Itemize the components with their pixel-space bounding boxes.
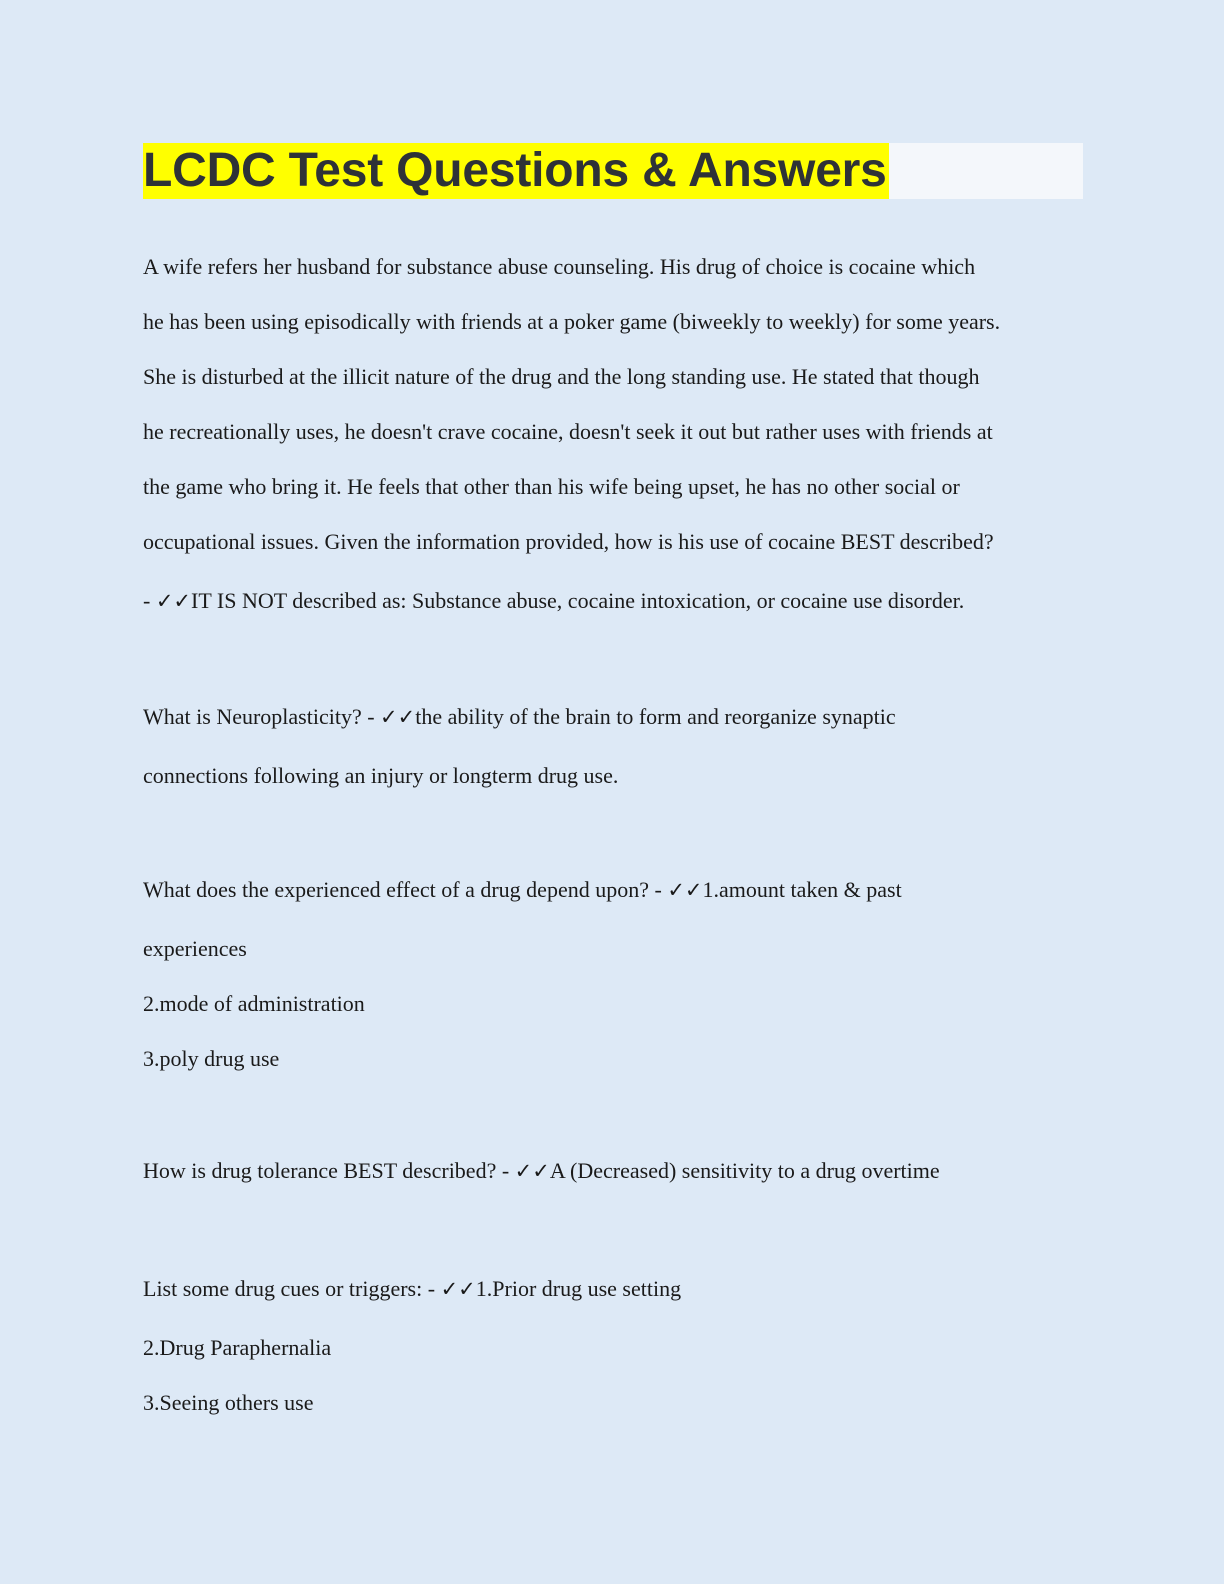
- check-mark-icon: ✓✓: [380, 705, 416, 729]
- answer-line: 3.Seeing others use: [143, 1390, 314, 1415]
- question-text: How is drug tolerance BEST described? -: [143, 1158, 515, 1183]
- qa-line: [143, 1143, 1083, 1198]
- question-line: the game who bring it. He feels that other than his wife being upset, he has no other social or: [143, 474, 960, 499]
- check-mark-icon: ✓✓: [440, 1277, 476, 1301]
- question-text: What is Neuroplasticity? -: [143, 704, 381, 729]
- question-text: List some drug cues or triggers: -: [143, 1276, 441, 1301]
- answer-text: 1.Prior drug use setting: [475, 1276, 682, 1301]
- qa-item-3: [143, 862, 1083, 1086]
- qa-item-4: [143, 1143, 1083, 1198]
- question-line: he has been using episodically with friends at a poker game (biweekly to weekly) for some years.: [143, 309, 1001, 334]
- qa-line: [143, 1261, 1083, 1316]
- question-line: She is disturbed at the illicit nature of the drug and the long standing use. He stated that though: [143, 364, 980, 389]
- answer-line: 3.poly drug use: [143, 1046, 280, 1071]
- check-mark-icon: ✓✓: [667, 878, 703, 902]
- question-line: A wife refers her husband for substance abuse counseling. His drug of choice is cocaine which: [143, 254, 976, 279]
- qa-item-1: [143, 239, 1083, 628]
- question-text: What does the experienced effect of a drug depend upon? -: [143, 877, 668, 902]
- answer-text: IT IS NOT described as: Substance abuse, cocaine intoxication, or cocaine use disorder.: [191, 588, 965, 613]
- answer-line: 2.Drug Paraphernalia: [143, 1335, 332, 1360]
- check-mark-icon: ✓✓: [514, 1159, 550, 1183]
- check-mark-icon: ✓✓: [155, 589, 192, 613]
- answer-text: A (Decreased) sensitivity to a drug overtime: [549, 1158, 940, 1183]
- answer-line: 2.mode of administration: [143, 991, 365, 1016]
- qa-line: [143, 689, 1083, 744]
- qa-item-5: [143, 1261, 1083, 1430]
- question-line: occupational issues. Given the information provided, how is his use of cocaine BEST described?: [143, 529, 994, 554]
- answer-line: connections following an injury or longterm drug use.: [143, 763, 619, 788]
- qa-item-2: [143, 689, 1083, 803]
- answer-line: experiences: [143, 936, 247, 961]
- qa-line: [143, 862, 1083, 917]
- question-line: he recreationally uses, he doesn't crave cocaine, doesn't seek it out but rather uses with friends at: [143, 419, 993, 444]
- answer-prefix: -: [143, 588, 156, 613]
- page-title: LCDC Test Questions & Answers: [143, 144, 887, 197]
- answer-text: the ability of the brain to form and reorganize synaptic: [415, 704, 896, 729]
- answer-line: [143, 573, 1083, 628]
- answer-text: 1.amount taken & past: [702, 877, 902, 902]
